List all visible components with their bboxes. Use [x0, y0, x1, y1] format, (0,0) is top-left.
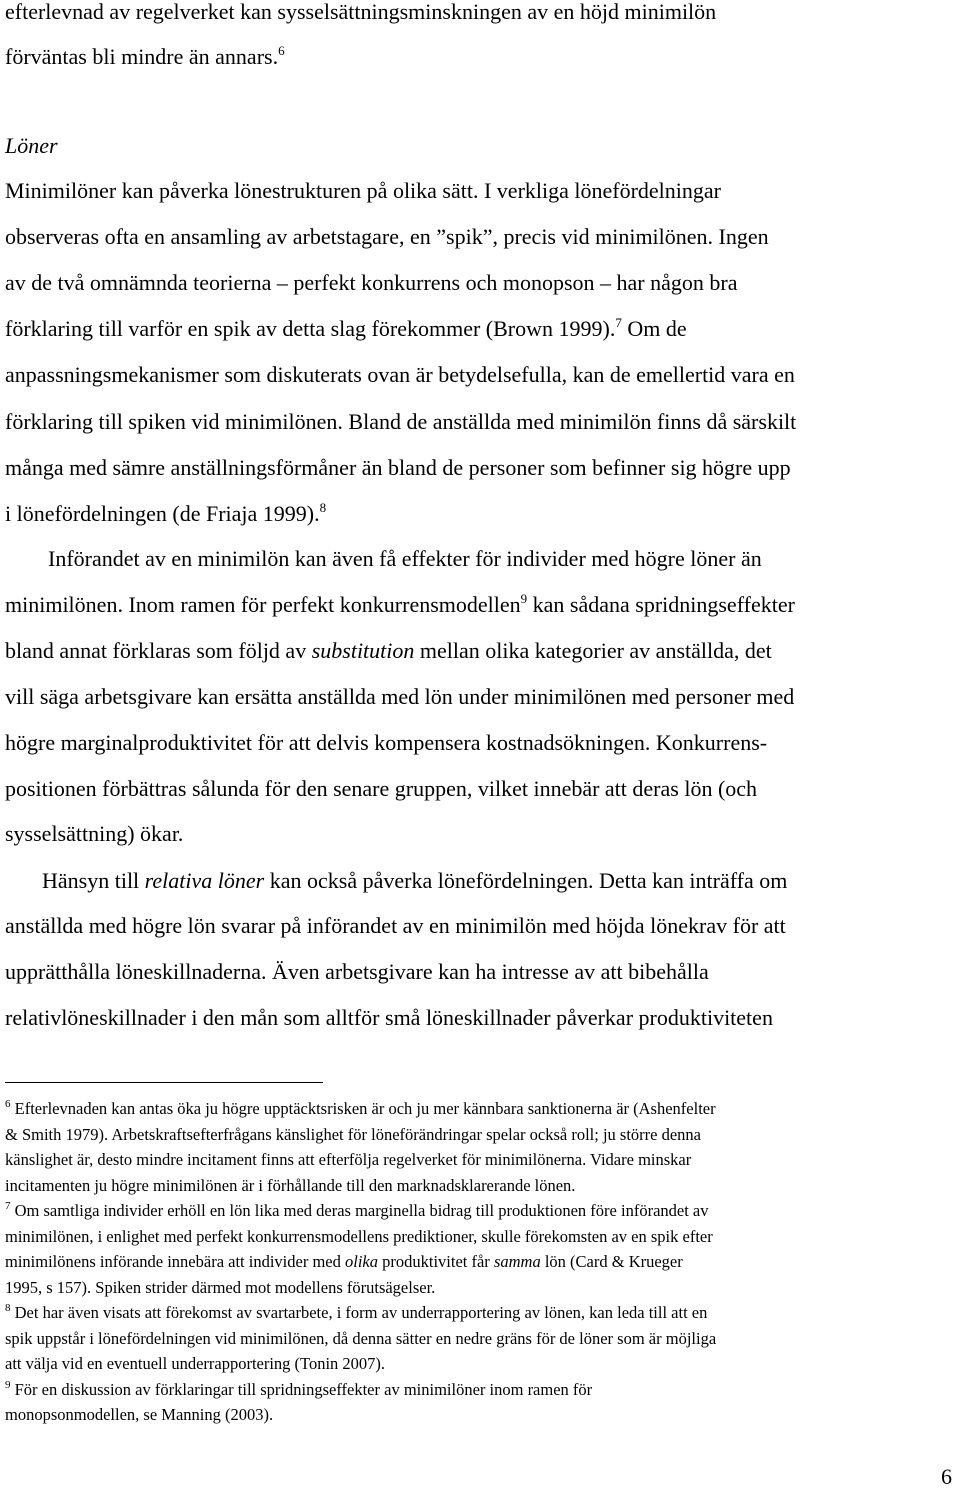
body-line: Införandet av en minimilön kan även få effekter för individer med högre löner än [48, 546, 762, 571]
footnote-ref: 9 [520, 591, 528, 606]
footnote-line: $^6$ Efterlevnaden kan antas öka ju högre upptäcktsrisken är och ju mer kännbara sanktionerna är (Ashenfelter [5, 1098, 716, 1118]
body-line: bland annat förklaras som följd av substitution mellan olika kategorier av anställda, det [5, 638, 772, 663]
body-line: av de två omnämnda teorierna – perfekt konkurrens och monopson – har någon bra [5, 270, 738, 295]
body-line: relativlöneskillnader i den mån som alltför små löneskillnader påverkar produktiviteten [5, 1005, 773, 1030]
page-number: 6 [941, 1464, 952, 1489]
body-line: efterlevnad av regelverket kan sysselsättningsminskningen av en höjd minimilön [5, 0, 717, 24]
body-line: vill säga arbetsgivare kan ersätta anställda med lön under minimilönen med personer med [5, 684, 795, 709]
italic-term: olika [345, 1252, 378, 1271]
footnote-number: 9 [5, 1379, 11, 1391]
body-line: i lönefördelningen (de Friaja 1999).$^8$ [5, 500, 327, 526]
italic-term: samma [493, 1252, 541, 1271]
footnote-line: $^8$ Det har även visats att förekomst av svartarbete, i form av underrapportering av lönen, kan leda till att en [5, 1302, 708, 1322]
section-heading: Löner [5, 133, 58, 158]
body-line: upprätthålla löneskillnaderna. Även arbetsgivare kan ha intresse av att bibehålla [5, 959, 709, 984]
body-line: sysselsättning) ökar. [5, 821, 184, 846]
body-line: många med sämre anställningsförmåner än bland de personer som befinner sig högre upp [5, 455, 791, 480]
body-line: Minimilöner kan påverka lönestrukturen på olika sätt. I verkliga lönefördelningar [5, 178, 721, 203]
italic-term: substitution [311, 638, 415, 663]
footnote-line: $^9$ För en diskussion av förklaringar till spridningseffekter av minimilöner inom ramen för [5, 1379, 593, 1399]
footnote-line: minimilönen, i enlighet med perfekt konkurrensmodellens prediktioner, skulle förekomsten av en spik efter [5, 1227, 713, 1246]
footnote-number: 8 [5, 1302, 11, 1314]
footnote-line: spik uppstår i lönefördelningen vid minimilönen, då denna sätter en nedre gräns för de löner som är möjliga [5, 1329, 717, 1348]
body-line: minimilönen. Inom ramen för perfekt konkurrensmodellen$^9$ kan sådana spridningseffekter [5, 591, 795, 617]
body-line: anställda med högre lön svarar på införandet av en minimilön med höjda lönekrav för att [5, 913, 786, 938]
footnote-line: att välja vid en eventuell underrapportering (Tonin 2007). [5, 1354, 386, 1373]
footnote-line: & Smith 1979). Arbetskraftsefterfrågans känslighet för löneförändringar spelar också roll; ju större denna [5, 1125, 701, 1144]
body-line: Hänsyn till relativa löner kan också påverka lönefördelningen. Detta kan inträffa om [42, 868, 788, 893]
body-line: förväntas bli mindre än annars.$^6$ [5, 43, 285, 69]
footnote-ref: 6 [278, 43, 285, 58]
body-line: förklaring till varför en spik av detta slag förekommer (Brown 1999).$^7$ Om de [5, 315, 687, 341]
body-line: observeras ofta en ansamling av arbetstagare, en ”spik”, precis vid minimilönen. Ingen [5, 224, 769, 249]
footnote-number: 6 [5, 1098, 11, 1110]
footnote-separator [5, 1082, 323, 1083]
footnote-line: $^7$ Om samtliga individer erhöll en lön lika med deras marginella bidrag till produktionen före införandet av [5, 1200, 709, 1220]
footnote-ref: 8 [319, 500, 327, 515]
footnote-line: monopsonmodellen, se Manning (2003). [5, 1405, 274, 1424]
body-line: anpassningsmekanismer som diskuterats ovan är betydelsefulla, kan de emellertid vara en [5, 362, 795, 387]
body-line: förklaring till spiken vid minimilönen. Bland de anställda med minimilön finns då särskilt [5, 409, 797, 434]
body-line: högre marginalproduktivitet för att delvis kompensera kostnadsökningen. Konkurrens- [5, 730, 768, 755]
footnote-line: känslighet är, desto mindre incitament finns att efterfölja regelverket för minimilönerna. Vidare minskar [5, 1150, 692, 1169]
footnote-line: minimilönens införande innebära att individer med olika produktivitet får samma lön (Card & Krueger [5, 1252, 683, 1271]
footnote-number: 7 [5, 1200, 11, 1212]
footnote-line: 1995, s 157). Spiken strider därmed mot modellens förutsägelser. [5, 1278, 436, 1297]
footnote-line: incitamenten ju högre minimilönen är i förhållande till den marknadsklarerande lönen. [5, 1176, 576, 1195]
body-line: positionen förbättras sålunda för den senare gruppen, vilket innebär att deras lön (och [5, 776, 758, 801]
italic-term: relativa löner [144, 868, 265, 893]
footnote-ref: 7 [615, 315, 622, 330]
